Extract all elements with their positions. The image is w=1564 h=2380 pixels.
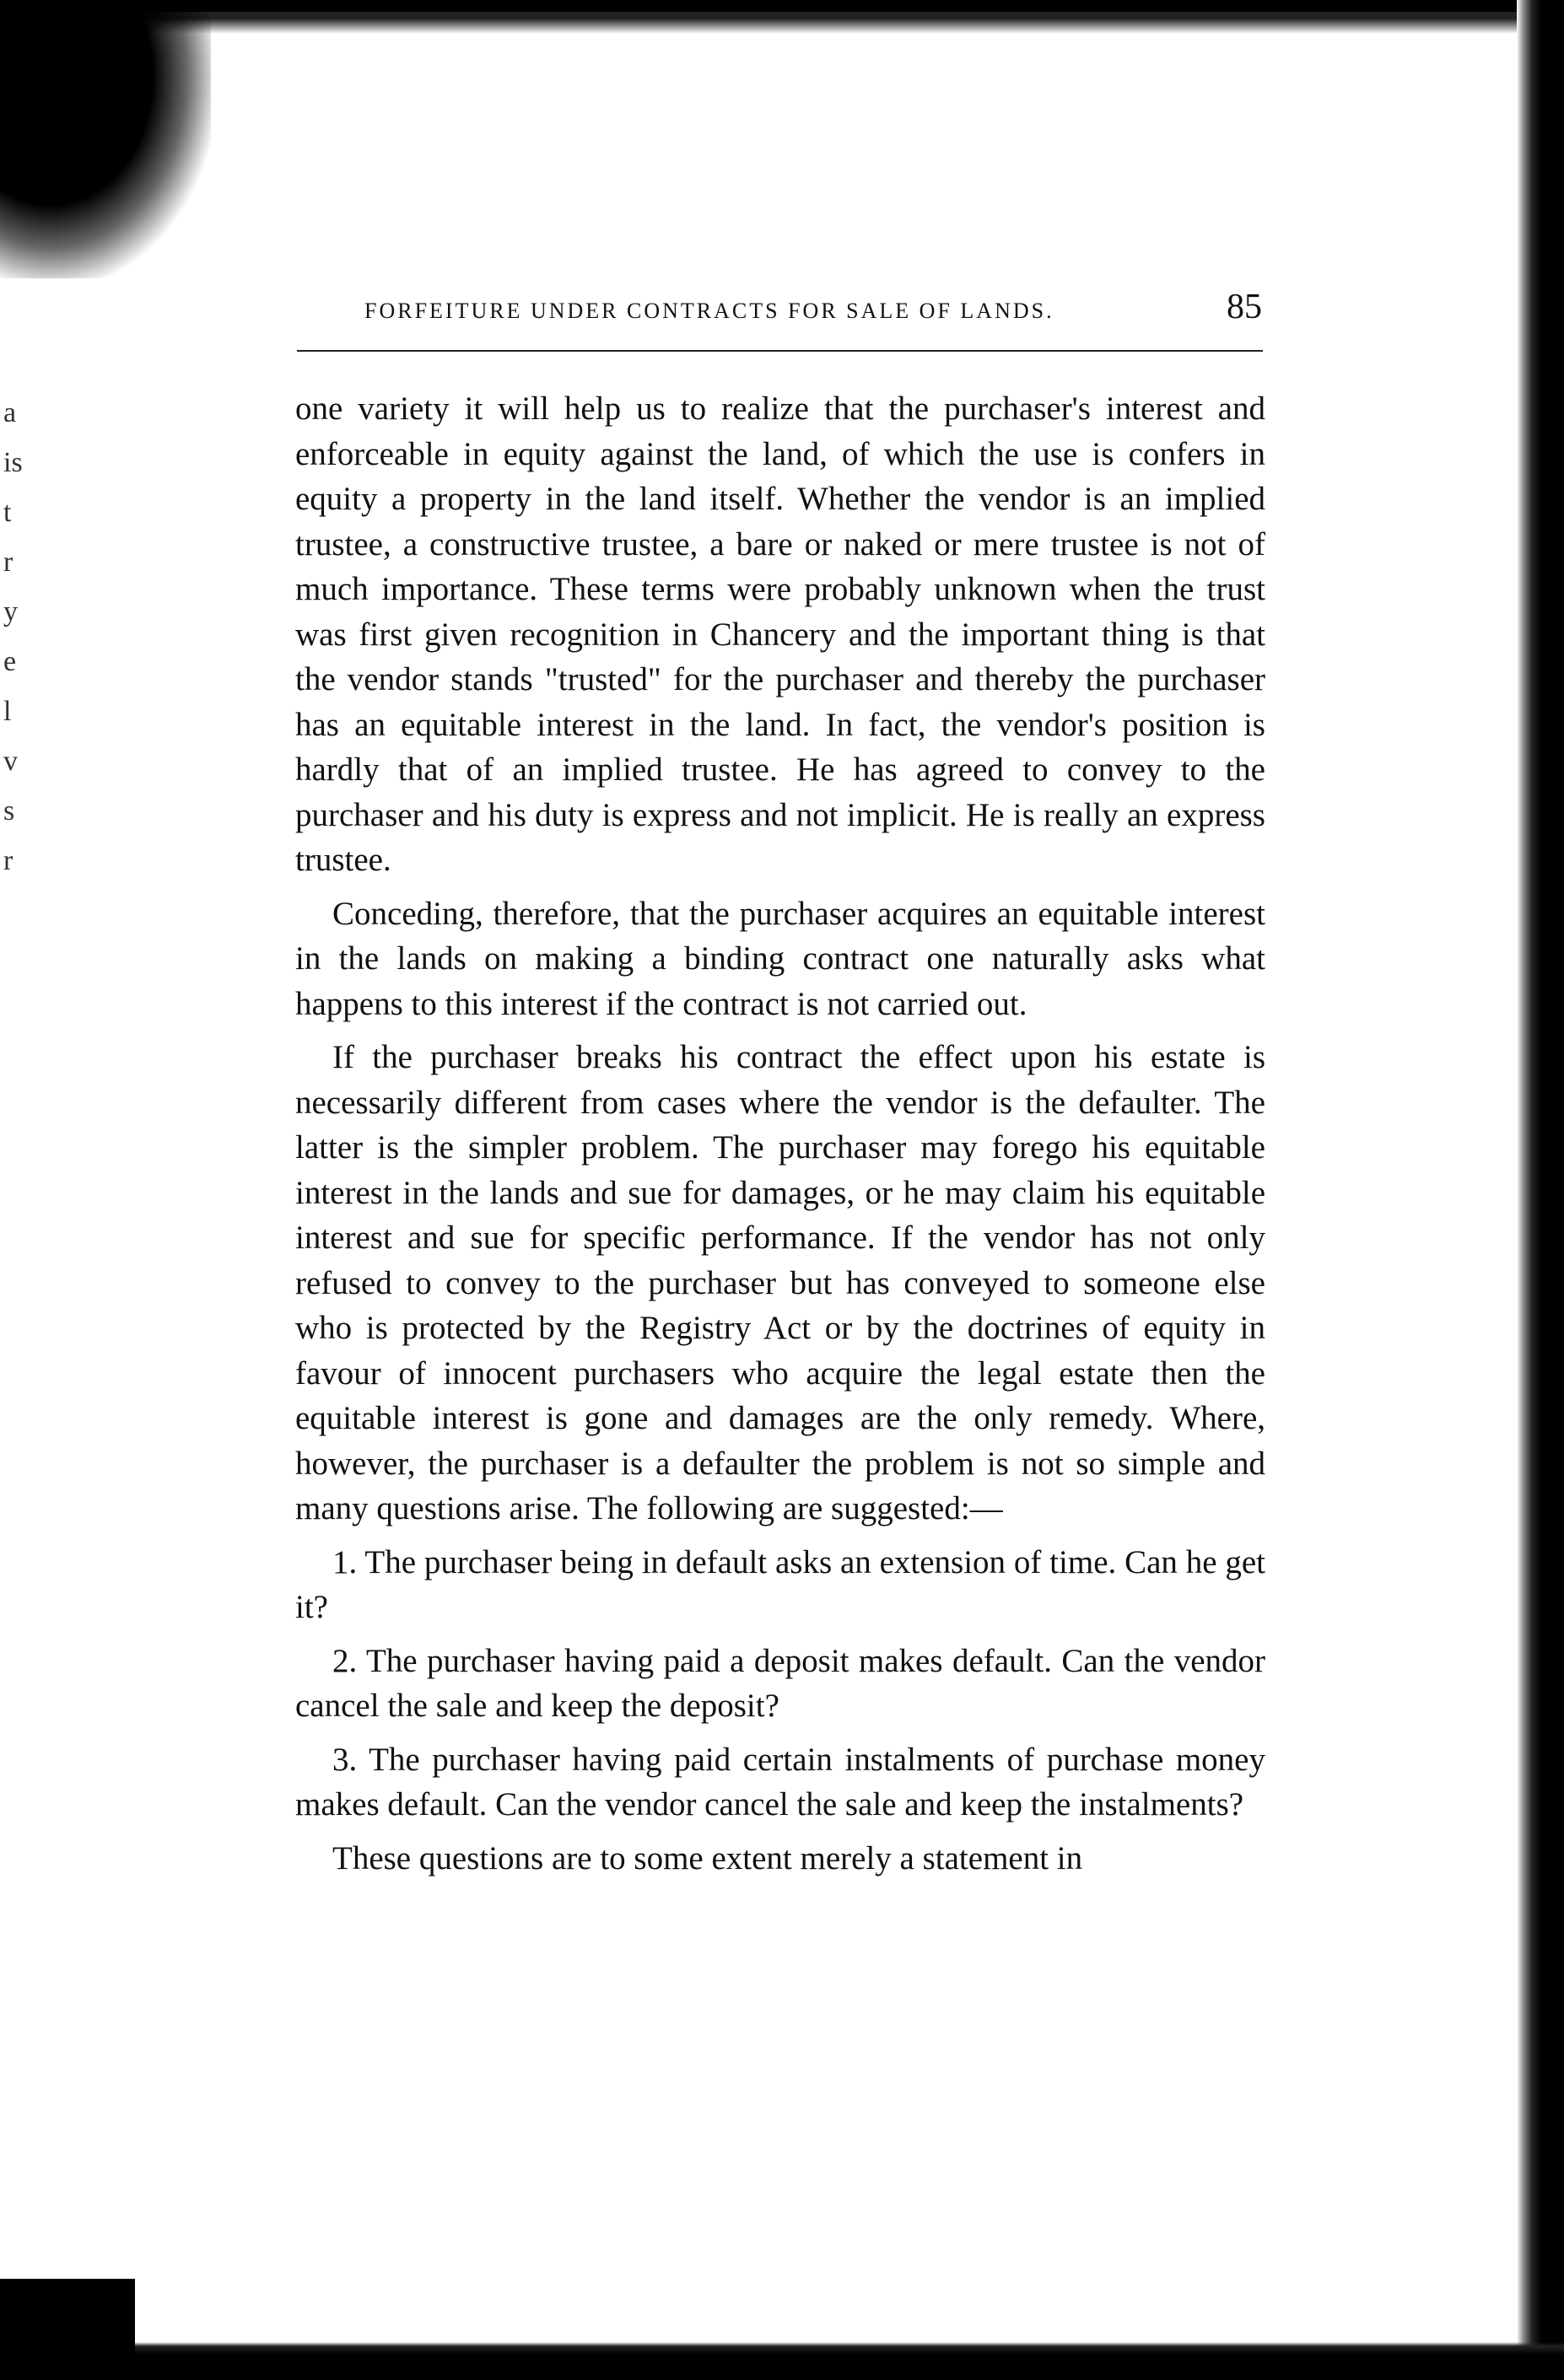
scan-bottom-edge [51,2329,1564,2380]
scan-bottom-left-corner [0,2279,135,2380]
margin-fragment: v [3,746,18,777]
margin-fragment: t [3,497,12,528]
scan-left-shadow [0,0,211,278]
facing-page-margin [3,388,37,886]
margin-fragment: e [3,646,17,677]
scan-right-edge [1517,0,1564,2380]
margin-fragment: is [3,447,23,478]
margin-fragment: s [3,795,15,827]
margin-fragment: l [3,696,12,727]
scan-top-edge [51,0,1564,34]
header-rule [297,350,1263,352]
paragraph-continued: one variety it will help us to realize that the purchaser's interest and enforceable in equity against the land, of which the use is confers in equity a property in the land itself. Whether the vendor is an implied trustee, a constructive trustee, a bare or naked or mere trustee is not of much importance. These terms were probably unknown when the trust was first given recognition in Chancery and the important thing is that the vendor stands "trusted" for the purchaser and thereby the purchaser has an equitable interest in the land. In fact, the vendor's position is hardly that of an implied trustee. He has agreed to convey to the purchaser and his duty is express and not implicit. He is really an express trustee. [295,390,1265,878]
margin-fragment: a [3,397,17,428]
numbered-question: 3. The purchaser having paid certain instalments of purchase money makes default. Can the vendor cancel the sale and keep the instalments? [295,1741,1265,1823]
page-header [364,287,1284,337]
margin-fragment: r [3,845,13,876]
running-head: FORFEITURE UNDER CONTRACTS FOR SALE OF LANDS. [364,299,1054,323]
numbered-question: 1. The purchaser being in default asks an extension of time. Can he get it? [295,1543,1265,1625]
page-number: 85 [1227,288,1262,326]
paragraph: If the purchaser breaks his contract the effect upon his estate is necessarily different from cases where the vendor is the defaulter. The latter is the simpler problem. The purchaser may forego his equitable interest in the lands and sue for damages, or he may claim his equitable interest and sue for specific performance. If the vendor has not only refused to convey to the purchaser but has conveyed to someone else who is protected by the Registry Act or by the doctrines of equity in favour of innocent purchasers who acquire the legal estate then the equitable interest is gone and damages are the only remedy. Where, however, the purchaser is a defaulter the problem is not so simple and many questions arise. The following are suggested:— [295,1039,1265,1527]
numbered-question: 2. The purchaser having paid a deposit makes default. Can the vendor cancel the sale and keep the deposit? [295,1642,1265,1724]
margin-fragment: y [3,596,18,627]
paragraph: Conceding, therefore, that the purchaser acquires an equitable interest in the lands on making a binding contract one naturally asks what happens to this interest if the contract is not carried out. [295,895,1265,1022]
body-text [295,386,1265,1881]
paragraph: These questions are to some extent merely a statement in [332,1839,1083,1877]
margin-fragment: r [3,547,13,578]
